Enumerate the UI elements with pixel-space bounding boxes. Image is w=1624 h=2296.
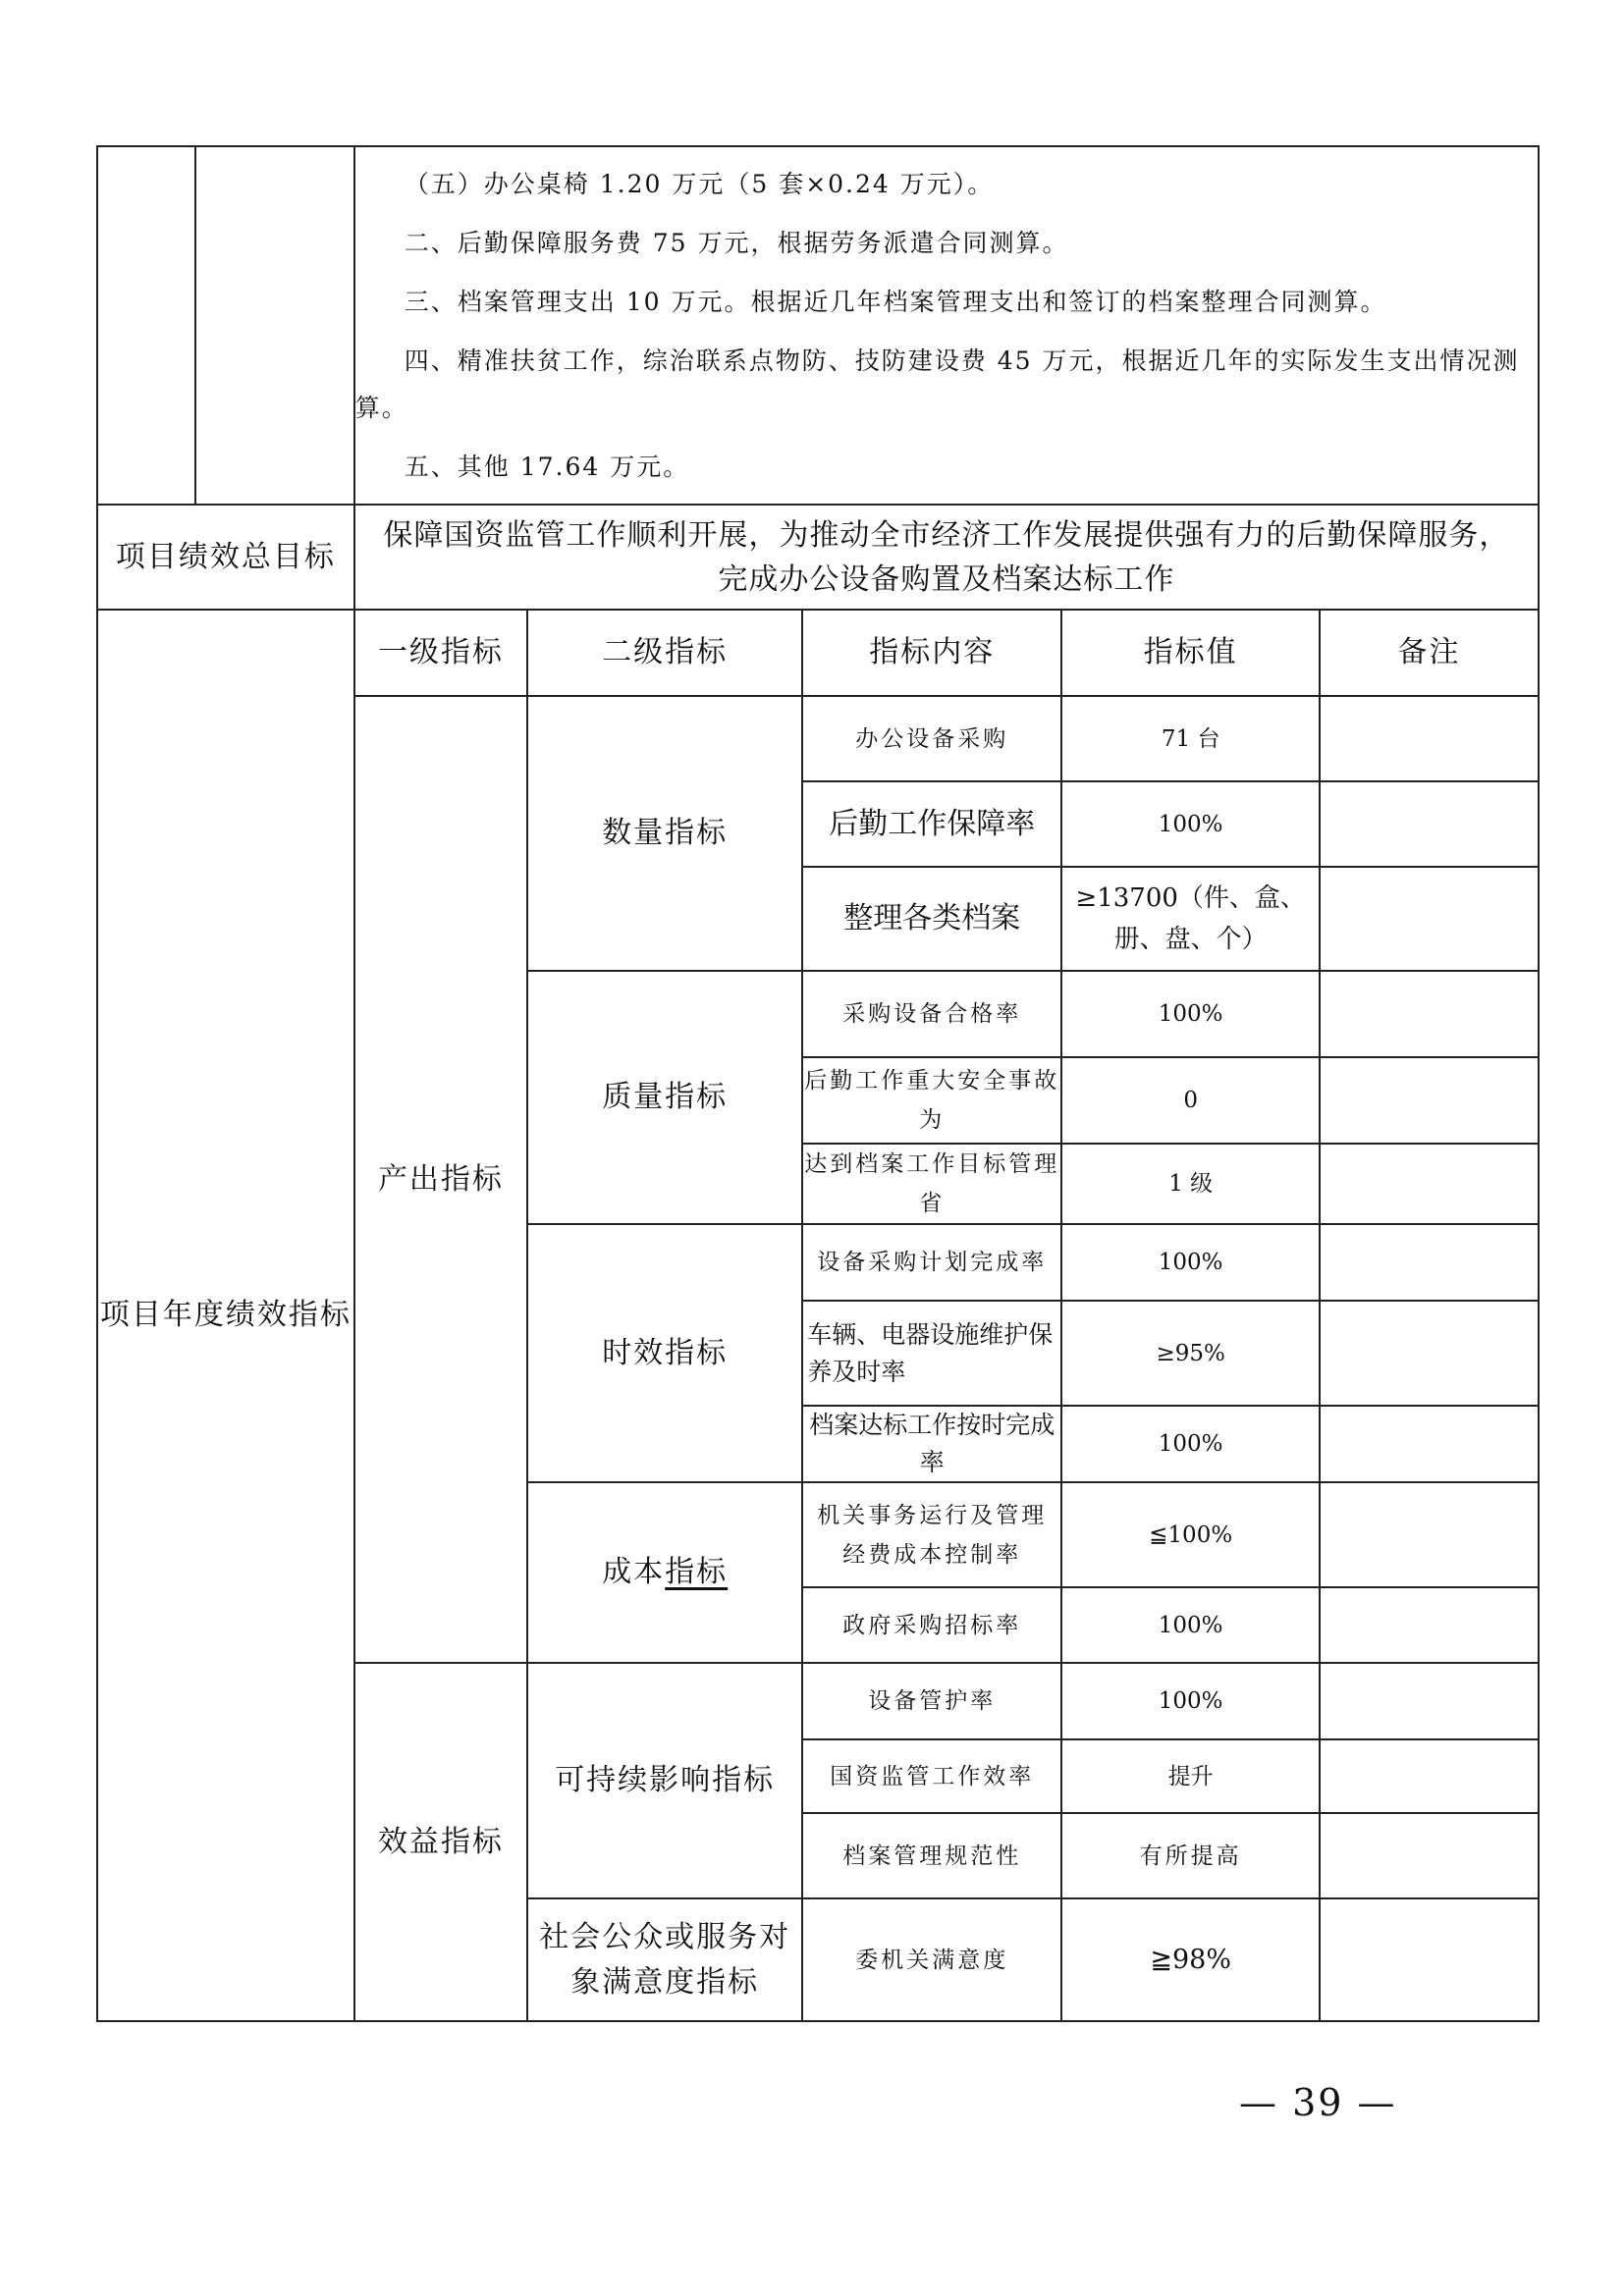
remark-cell (1320, 1663, 1539, 1739)
paragraph: 五、其他 17.64 万元。 (404, 452, 690, 481)
remark-cell (1320, 971, 1539, 1057)
indicator-value: 1 级 (1061, 1144, 1320, 1224)
indicator-value: 100% (1061, 781, 1320, 867)
indicator-value: 100% (1061, 971, 1320, 1057)
indicator-content: 整理各类档案 (802, 867, 1061, 971)
indicator-value: 100% (1061, 1587, 1320, 1663)
paragraph: 二、后勤保障服务费 75 万元，根据劳务派遣合同测算。 (404, 228, 1069, 257)
empty-cell (195, 146, 354, 505)
remark-cell (1320, 1406, 1539, 1482)
annual-header-row (97, 610, 1539, 696)
indicator-value: 100% (1061, 1406, 1320, 1482)
indicator-value: ≧98% (1061, 1898, 1320, 2021)
indicator-value: 有所提高 (1061, 1813, 1320, 1898)
indicator-content: 车辆、电器设施维护保养及时率 (802, 1301, 1061, 1406)
indicator-content: 政府采购招标率 (802, 1587, 1061, 1663)
indicator-value: 0 (1061, 1057, 1320, 1144)
indicator-content: 采购设备合格率 (802, 971, 1061, 1057)
budget-detail-row (97, 146, 1539, 505)
indicator-value: 100% (1061, 1224, 1320, 1301)
remark-cell (1320, 1224, 1539, 1301)
remark-cell (1320, 1482, 1539, 1587)
remark-cell (1320, 1739, 1539, 1813)
remark-cell (1320, 1057, 1539, 1144)
overall-goal-text: 保障国资监管工作顺利开展，为推动全市经济工作发展提供强有力的后勤保障服务， 完成办公设备购置及档案达标工作 (354, 505, 1539, 610)
header-remark: 备注 (1320, 610, 1539, 696)
remark-cell (1320, 696, 1539, 781)
indicator-content: 后勤工作重大安全事故为 (802, 1057, 1061, 1144)
level2-timeliness: 时效指标 (527, 1224, 802, 1482)
level2-quality: 质量指标 (527, 971, 802, 1224)
indicator-content: 办公设备采购 (802, 696, 1061, 781)
header-value: 指标值 (1061, 610, 1320, 696)
remark-cell (1320, 867, 1539, 971)
indicator-content: 档案管理规范性 (802, 1813, 1061, 1898)
indicator-content: 设备采购计划完成率 (802, 1224, 1061, 1301)
indicator-content: 机关事务运行及管理经费成本控制率 (802, 1482, 1061, 1587)
performance-table (96, 145, 1540, 2022)
remark-cell (1320, 1301, 1539, 1406)
level2-cost: 成本指标 (527, 1482, 802, 1663)
paragraph: 三、档案管理支出 10 万元。根据近几年档案管理支出和签订的档案整理合同测算。 (404, 287, 1387, 316)
annual-indicator-label: 项目年度绩效指标 (97, 610, 354, 2021)
indicator-value: 提升 (1061, 1739, 1320, 1813)
paragraph: 四、精准扶贫工作，综治联系点物防、技防建设费 45 万元，根据近几年的实际发生支出情况测算。 (354, 346, 1520, 422)
indicator-value: 100% (1061, 1663, 1320, 1739)
level2-sustain: 可持续影响指标 (527, 1663, 802, 1898)
indicator-content: 国资监管工作效率 (802, 1739, 1061, 1813)
paragraph: （五）办公桌椅 1.20 万元（5 套×0.24 万元）。 (404, 169, 995, 198)
remark-cell (1320, 1587, 1539, 1663)
indicator-content: 设备管护率 (802, 1663, 1061, 1739)
indicator-value: ≥13700（件、盒、册、盘、个） (1061, 867, 1320, 971)
indicator-content: 达到档案工作目标管理省 (802, 1144, 1061, 1224)
remark-cell (1320, 781, 1539, 867)
level2-satisfaction: 社会公众或服务对象满意度指标 (527, 1898, 802, 2021)
overall-goal-label: 项目绩效总目标 (97, 505, 354, 610)
header-level2: 二级指标 (527, 610, 802, 696)
level1-benefit: 效益指标 (354, 1663, 527, 2021)
header-content: 指标内容 (802, 610, 1061, 696)
indicator-value: ≦100% (1061, 1482, 1320, 1587)
page-number: — 39 — (1239, 2081, 1397, 2124)
empty-cell (97, 146, 195, 505)
level2-quantity: 数量指标 (527, 696, 802, 971)
indicator-content: 委机关满意度 (802, 1898, 1061, 2021)
indicator-value: ≥95% (1061, 1301, 1320, 1406)
remark-cell (1320, 1813, 1539, 1898)
header-level1: 一级指标 (354, 610, 527, 696)
budget-detail-text (354, 146, 1539, 505)
remark-cell (1320, 1898, 1539, 2021)
indicator-content: 档案达标工作按时完成率 (802, 1406, 1061, 1482)
level1-output: 产出指标 (354, 696, 527, 1663)
remark-cell (1320, 1144, 1539, 1224)
overall-goal-row (97, 505, 1539, 610)
indicator-value: 71 台 (1061, 696, 1320, 781)
indicator-content: 后勤工作保障率 (802, 781, 1061, 867)
